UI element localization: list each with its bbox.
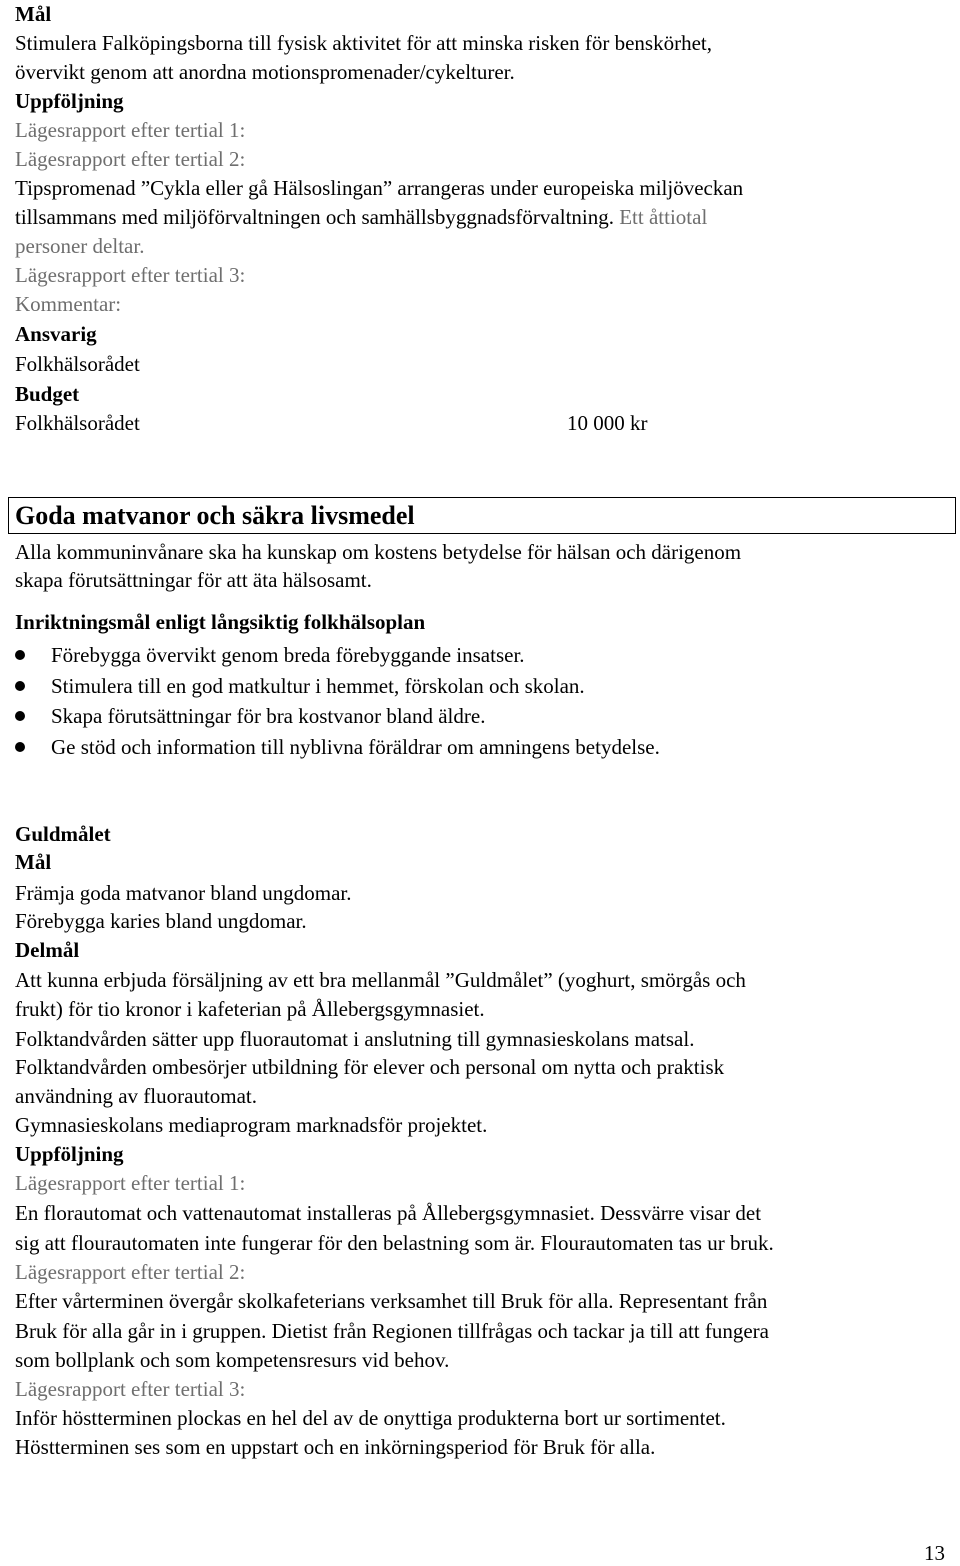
goals-heading: Inriktningsmål enligt långsiktig folkhälsoplan: [15, 610, 426, 634]
status-report-tertial-3: Lägesrapport efter tertial 3:: [15, 1377, 246, 1401]
guldmalet-heading: Guldmålet: [15, 822, 111, 846]
goal-text-line: Stimulera Falköpingsborna till fysisk aktivitet för att minska risken för benskörhet,: [15, 31, 712, 55]
intro-text-line: Alla kommuninvånare ska ha kunskap om kostens betydelse för hälsan och därigenom: [15, 540, 742, 564]
report-text-line: Efter vårterminen övergår skolkafeterians verksamhet till Bruk för alla. Representant från: [15, 1289, 768, 1313]
budget-name: Folkhälsorådet: [15, 411, 140, 435]
status-report-tertial-2: Lägesrapport efter tertial 2:: [15, 147, 246, 171]
comment-label: Kommentar:: [15, 292, 122, 316]
report-text-line: Tipspromenad ”Cykla eller gå Hälsoslingan” arrangeras under europeiska miljöveckan: [15, 176, 744, 200]
report-text-line: sig att flourautomaten inte fungerar för den belastning som är. Flourautomaten tas ur bruk.: [15, 1231, 774, 1255]
subgoal-text-line: Gymnasieskolans mediaprogram marknadsför projektet.: [15, 1113, 488, 1137]
goal-text-line: övervikt genom att anordna motionspromenader/cykelturer.: [15, 60, 515, 84]
report-text-segment-grey: Ett åttiotal: [613, 205, 708, 229]
subgoal-text-line: Folktandvården ombesörjer utbildning för elever och personal om nytta och praktisk: [15, 1055, 725, 1079]
status-report-tertial-1: Lägesrapport efter tertial 1:: [15, 1171, 246, 1195]
followup-heading: Uppföljning: [15, 89, 124, 113]
report-text-segment: tillsammans med miljöförvaltningen och samhällsbyggnadsförvaltning.: [15, 205, 614, 229]
report-text-line: Bruk för alla går in i gruppen. Dietist från Regionen tillfrågas och tackar ja till att fungera: [15, 1319, 769, 1343]
list-item: Ge stöd och information till nyblivna föräldrar om amningens betydelse.: [51, 735, 660, 759]
status-report-tertial-1: Lägesrapport efter tertial 1:: [15, 118, 246, 142]
intro-text-line: skapa förutsättningar för att äta hälsosamt.: [15, 568, 372, 592]
report-text-line: personer deltar.: [15, 234, 145, 258]
goal-text-line: Främja goda matvanor bland ungdomar.: [15, 881, 352, 905]
report-text-line: som bollplank och som kompetensresurs vid behov.: [15, 1348, 450, 1372]
goal-text-line: Förebygga karies bland ungdomar.: [15, 909, 307, 933]
subgoal-text-line: användning av fluorautomat.: [15, 1084, 258, 1108]
goal-heading: Mål: [15, 2, 52, 26]
list-item: Förebygga övervikt genom breda förebyggande insatser.: [51, 643, 525, 667]
status-report-tertial-2: Lägesrapport efter tertial 2:: [15, 1260, 246, 1284]
responsible-value: Folkhälsorådet: [15, 352, 140, 376]
page-number: 13: [924, 1541, 945, 1565]
bullet-icon: [15, 650, 25, 660]
report-text-line: Inför höstterminen plockas en hel del av de onyttiga produkterna bort ur sortimentet.: [15, 1406, 726, 1430]
section-title-box: [8, 497, 956, 534]
status-report-tertial-3: Lägesrapport efter tertial 3:: [15, 263, 246, 287]
bullet-icon: [15, 681, 25, 691]
subgoal-text-line: Att kunna erbjuda försäljning av ett bra mellanmål ”Guldmålet” (yoghurt, smörgås och: [15, 968, 746, 992]
followup-heading: Uppföljning: [15, 1142, 124, 1166]
section-title: Goda matvanor och säkra livsmedel: [15, 501, 415, 530]
subgoal-text-line: Folktandvården sätter upp fluorautomat i anslutning till gymnasieskolans matsal.: [15, 1027, 695, 1051]
responsible-heading: Ansvarig: [15, 322, 97, 346]
goal-heading: Mål: [15, 850, 52, 874]
budget-amount: 10 000 kr: [567, 411, 648, 435]
report-text-line: Höstterminen ses som en uppstart och en inkörningsperiod för Bruk för alla.: [15, 1435, 656, 1459]
bullet-icon: [15, 711, 25, 721]
bullet-icon: [15, 742, 25, 752]
report-text-line: En florautomat och vattenautomat installeras på Ållebergsgymnasiet. Dessvärre visar det: [15, 1201, 762, 1225]
subgoal-text-line: frukt) för tio kronor i kafeterian på Ållebergsgymnasiet.: [15, 997, 485, 1021]
list-item: Skapa förutsättningar för bra kostvanor bland äldre.: [51, 704, 486, 728]
budget-heading: Budget: [15, 382, 80, 406]
list-item: Stimulera till en god matkultur i hemmet, förskolan och skolan.: [51, 674, 585, 698]
subgoal-heading: Delmål: [15, 938, 80, 962]
report-text-line: [15, 203, 707, 231]
